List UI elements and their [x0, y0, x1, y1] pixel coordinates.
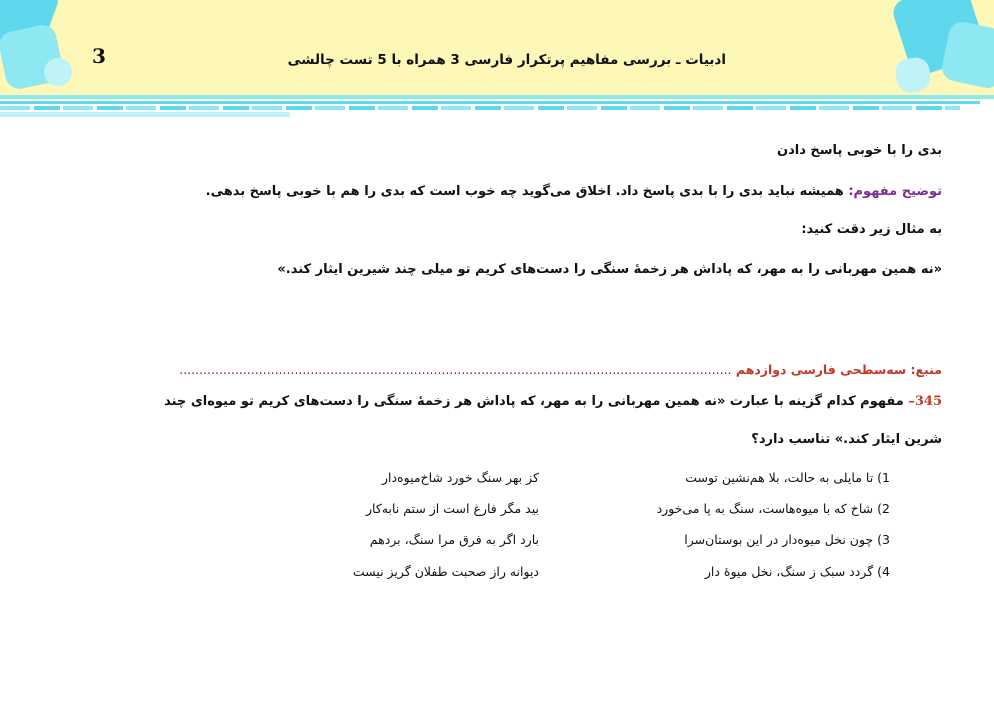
- stripe: [0, 101, 980, 104]
- option-text: چون نخل میوه‌دار در این بوستان‌سرا: [684, 532, 874, 547]
- option-number: 3): [877, 532, 890, 547]
- option-text: گردد سبک ز سنگ، نخل میوهٔ دار: [704, 564, 874, 579]
- option-4-first[interactable]: [705, 564, 890, 579]
- source-line: [52, 362, 942, 377]
- explanation: [206, 184, 942, 199]
- question-text-1: مفهوم کدام گزینه با عبارت «نه همین مهربانی را به مهر، که پاداش هر زخمهٔ سنگی را دست‌های کریم تو میوه‌ای چند: [164, 394, 904, 409]
- source-dots: ...........................................................................................................................................: [179, 362, 732, 377]
- option-3-second: بارد اگر به فرق مرا سنگ، بردهم: [369, 532, 539, 547]
- example-intro: به مثال زیر دقت کنید:: [801, 222, 942, 237]
- page-title: ادبیات ـ بررسی مفاهیم پرتکرار فارسی 3 همراه با 5 تست چالشی: [287, 52, 726, 68]
- option-number: 4): [877, 564, 890, 579]
- option-1-first[interactable]: [685, 470, 890, 485]
- option-text: شاخ که با میوه‌هاست، سنگ به پا می‌خورد: [656, 501, 874, 516]
- option-2-second: بید مگر فارغ است از ستم نابه‌کار: [366, 501, 539, 516]
- option-number: 1): [877, 470, 890, 485]
- question-line-2: شرین ایثار کند.» تناسب دارد؟: [751, 432, 942, 447]
- question-number: 345: [914, 394, 942, 409]
- question-line-1: [164, 394, 942, 409]
- page-header: [0, 0, 994, 100]
- stripe: [0, 95, 994, 99]
- option-3-first[interactable]: [684, 532, 890, 547]
- explanation-text: همیشه نباید بدی را با بدی پاسخ داد. اخلاق می‌گوید چه خوب است که بدی را هم با خوبی پاسخ بدهی.: [205, 184, 849, 199]
- question-dash: –: [903, 394, 915, 409]
- source-label: منبع: سه‌سطحی فارسی دوازدهم: [735, 362, 942, 377]
- concept-heading: بدی را با خوبی پاسخ دادن: [776, 143, 942, 158]
- option-number: 2): [877, 501, 890, 516]
- option-2-first[interactable]: [657, 501, 890, 516]
- stripe: [0, 106, 960, 110]
- option-1-second: کز بهر سنگ خورد شاخ‌میوه‌دار: [381, 470, 539, 485]
- stripe: [0, 112, 290, 117]
- option-4-second: دیوانه راز صحبت طفلان گریز نیست: [352, 564, 539, 579]
- option-text: تا مایلی به حالت، بلا هم‌نشین توست: [685, 470, 874, 485]
- header-stripes: [0, 95, 994, 121]
- page-number: 3: [92, 44, 106, 68]
- explanation-label: توضیح مفهوم:: [848, 184, 942, 199]
- example-quote: «نه همین مهربانی را به مهر، که پاداش هر زخمهٔ سنگی را دست‌های کریم تو میلی چند شیرین ایثار کند.»: [277, 262, 942, 277]
